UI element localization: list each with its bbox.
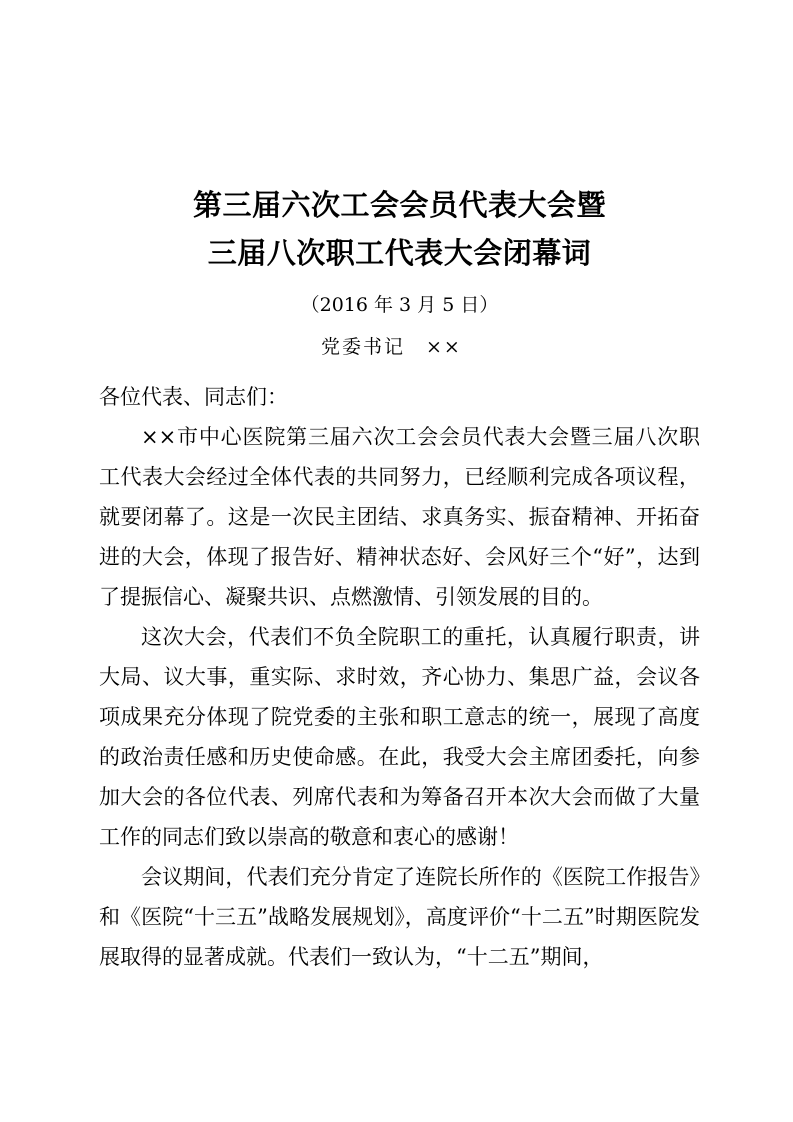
document-body [99,377,700,977]
body-paragraph-2: 这次大会，代表们不负全院职工的重托，认真履行职责，讲大局、议大事，重实际、求时效，齐心协力、集思广益，会议各项成果充分体现了院党委的主张和职工意志的统一，展现了高度的政治责任感和历史使命感。在此，我受大会主席团委托，向参加大会的各位代表、列席代表和为筹备召开本次大会而做了大量工作的同志们致以崇高的敬意和衷心的感谢！ [99,625,700,849]
document-date: （2016 年 3 月 5 日） [300,294,499,316]
document-title [99,0,700,277]
title-line-2: 三届八次职工代表大会闭幕词 [207,236,592,270]
body-paragraph-3: 会议期间，代表们充分肯定了连院长所作的《医院工作报告》和《医院“十三五”战略发展规划》，高度评价“十二五”时期医院发展取得的显著成就。代表们一致认为，“十二五”期间， [99,865,700,969]
body-paragraph-1: ××市中心医院第三届六次工会会员代表大会暨三届八次职工代表大会经过全体代表的共同努力，已经顺利完成各项议程，就要闭幕了。这是一次民主团结、求真务实、振奋精神、开拓奋进的大会，体现了报告好、精神状态好、会风好三个“好”，达到了提振信心、凝聚共识、点燃激情、引领发展的目的。 [99,425,700,609]
salutation: 各位代表、同志们： [99,385,288,409]
title-line-1: 第三届六次工会会员代表大会暨 [192,188,606,222]
document-signature: 党委书记 ×× [321,336,462,358]
document-content [99,0,700,977]
